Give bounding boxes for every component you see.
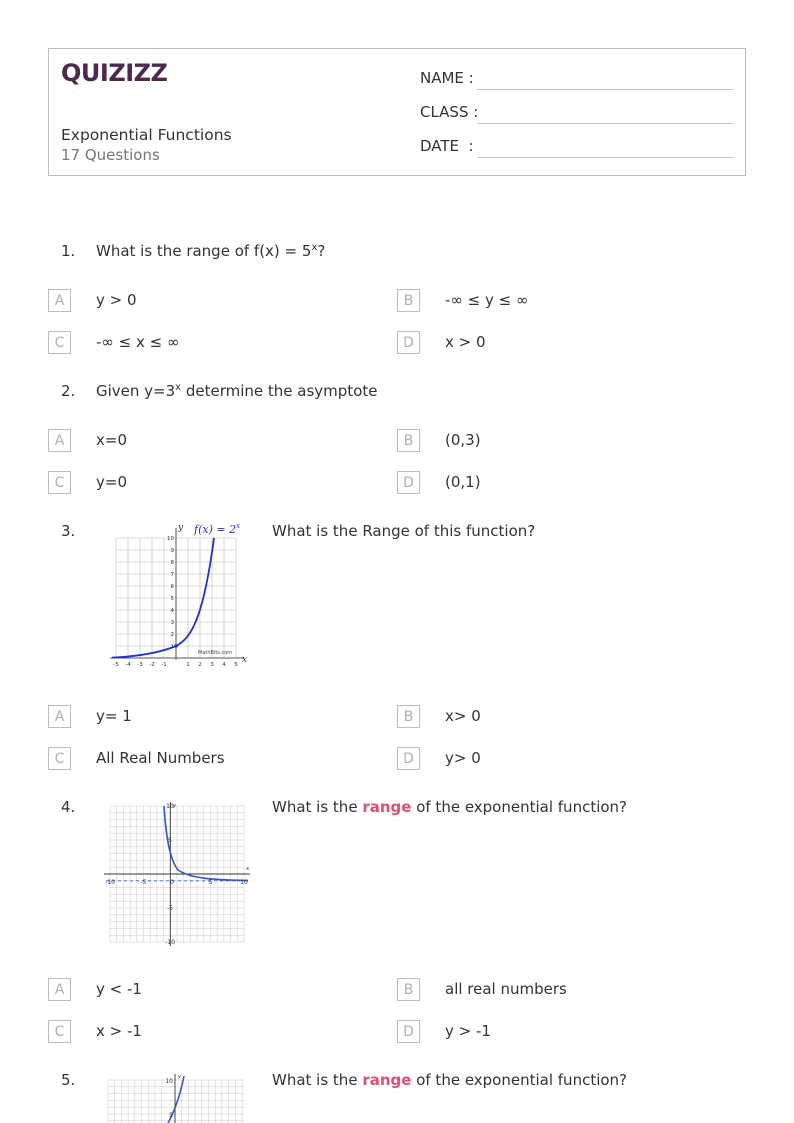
class-line bbox=[477, 123, 734, 124]
graph-watermark: MathBits.com bbox=[198, 650, 233, 656]
question-text bbox=[96, 382, 377, 400]
x-tick-label: -5 bbox=[113, 662, 119, 668]
y-tick-label: 10 bbox=[165, 1078, 173, 1085]
option-text: y > 0 bbox=[96, 291, 137, 309]
x-tick-label: -3 bbox=[137, 662, 143, 668]
question-text bbox=[96, 242, 325, 260]
x-tick-label: 3 bbox=[210, 662, 214, 668]
option-text: All Real Numbers bbox=[96, 749, 225, 767]
exponential-graph-growth bbox=[104, 1072, 248, 1123]
option-letter-box[interactable]: A bbox=[48, 429, 71, 452]
question-text-part: What is the bbox=[272, 798, 363, 816]
name-field bbox=[420, 69, 734, 95]
x-tick-label: 4 bbox=[222, 662, 226, 668]
y-tick-label: 5 bbox=[170, 596, 174, 602]
x-tick-label: 1 bbox=[186, 662, 190, 668]
question-number: 5. bbox=[61, 1071, 76, 1089]
option-letter-box[interactable]: A bbox=[48, 705, 71, 728]
exponential-graph-decay bbox=[100, 798, 256, 948]
question-exponent: x bbox=[311, 242, 318, 253]
option-text: all real numbers bbox=[445, 980, 567, 998]
x-tick-label: -10 bbox=[105, 879, 115, 886]
x-tick-label: -1 bbox=[161, 662, 167, 668]
graph-y-axis-label: y bbox=[178, 523, 184, 533]
y-tick-label: 3 bbox=[170, 620, 174, 626]
quizizz-logo: QUIZIZZ bbox=[61, 59, 168, 87]
graph-y-axis-label: y bbox=[173, 803, 177, 809]
option-text: y < -1 bbox=[96, 980, 142, 998]
function-label: f(x) = 2 bbox=[194, 523, 237, 536]
option-letter-box[interactable]: B bbox=[397, 705, 420, 728]
date-line bbox=[477, 157, 734, 158]
option-letter-box[interactable]: C bbox=[48, 747, 71, 770]
highlighted-keyword: range bbox=[362, 1071, 412, 1089]
option-letter-box[interactable]: B bbox=[397, 289, 420, 312]
option-letter-box[interactable]: B bbox=[397, 978, 420, 1001]
question-text-part: ? bbox=[317, 242, 326, 260]
name-line bbox=[477, 89, 734, 90]
question-exponent: x bbox=[175, 382, 182, 393]
y-tick-label: 9 bbox=[170, 548, 174, 554]
question-text-part: What is the bbox=[272, 1071, 363, 1089]
y-tick-label: 10 bbox=[167, 536, 174, 542]
y-tick-label: 7 bbox=[170, 572, 174, 578]
option-letter-box[interactable]: A bbox=[48, 289, 71, 312]
x-tick-label: -4 bbox=[125, 662, 131, 668]
option-letter-box[interactable]: D bbox=[397, 331, 420, 354]
question-text-part: What is the range of f(x) = 5 bbox=[96, 242, 312, 260]
option-text: x > 0 bbox=[445, 333, 486, 351]
option-text: x=0 bbox=[96, 431, 127, 449]
y-tick-label: 4 bbox=[170, 608, 174, 614]
option-letter-box[interactable]: C bbox=[48, 1020, 71, 1043]
date-label: DATE : bbox=[420, 137, 474, 155]
y-tick-label: 6 bbox=[170, 584, 174, 590]
question-number: 3. bbox=[61, 522, 76, 540]
question-text bbox=[272, 1071, 627, 1089]
option-text: x> 0 bbox=[445, 707, 481, 725]
option-letter-box[interactable]: A bbox=[48, 978, 71, 1001]
date-field bbox=[420, 137, 734, 163]
option-text: y > -1 bbox=[445, 1022, 491, 1040]
question-text bbox=[272, 798, 627, 816]
option-text: (0,1) bbox=[445, 473, 481, 491]
y-tick-label: 1 bbox=[170, 644, 174, 650]
x-tick-label: 5 bbox=[234, 662, 238, 668]
x-tick-label: -2 bbox=[149, 662, 155, 668]
worksheet-title: Exponential Functions bbox=[61, 126, 232, 144]
graph-x-axis-label: x bbox=[246, 866, 250, 872]
y-tick-label: -5 bbox=[167, 905, 173, 912]
option-text: (0,3) bbox=[445, 431, 481, 449]
question-number: 2. bbox=[61, 382, 76, 400]
question-text-part: Given y=3 bbox=[96, 382, 176, 400]
class-field bbox=[420, 103, 734, 129]
option-text: y=0 bbox=[96, 473, 127, 491]
graph-x-axis-label: x bbox=[242, 655, 248, 665]
y-tick-label: 2 bbox=[170, 632, 174, 638]
question-count: 17 Questions bbox=[61, 146, 160, 164]
class-label: CLASS : bbox=[420, 103, 479, 121]
x-tick-label: -5 bbox=[140, 879, 147, 886]
option-letter-box[interactable]: D bbox=[397, 471, 420, 494]
graph-y-axis-label: y bbox=[178, 1074, 182, 1080]
y-tick-label: 5 bbox=[168, 837, 172, 844]
option-text: -∞ ≤ x ≤ ∞ bbox=[96, 333, 180, 351]
y-tick-label: 10 bbox=[166, 803, 174, 810]
question-text: What is the Range of this function? bbox=[272, 522, 536, 540]
y-tick-label: 5 bbox=[169, 1112, 173, 1119]
option-text: x > -1 bbox=[96, 1022, 142, 1040]
question-text-part: of the exponential function? bbox=[411, 1071, 628, 1089]
option-letter-box[interactable]: C bbox=[48, 331, 71, 354]
option-letter-box[interactable]: B bbox=[397, 429, 420, 452]
option-letter-box[interactable]: D bbox=[397, 1020, 420, 1043]
highlighted-keyword: range bbox=[362, 798, 412, 816]
question-number: 1. bbox=[61, 242, 76, 260]
option-text: y> 0 bbox=[445, 749, 481, 767]
question-text-part: determine the asymptote bbox=[181, 382, 378, 400]
worksheet-header bbox=[48, 48, 746, 176]
name-label: NAME : bbox=[420, 69, 474, 87]
exponential-graph-2x bbox=[106, 520, 252, 670]
option-letter-box[interactable]: C bbox=[48, 471, 71, 494]
x-tick-label: 10 bbox=[240, 879, 248, 886]
question-number: 4. bbox=[61, 798, 76, 816]
option-letter-box[interactable]: D bbox=[397, 747, 420, 770]
x-tick-label: 0 bbox=[170, 879, 174, 886]
option-text: y= 1 bbox=[96, 707, 132, 725]
y-tick-label: -10 bbox=[165, 939, 175, 946]
function-label-exponent: x bbox=[236, 522, 240, 530]
x-tick-label: 2 bbox=[198, 662, 202, 668]
option-text: -∞ ≤ y ≤ ∞ bbox=[445, 291, 529, 309]
x-tick-label: 5 bbox=[208, 879, 213, 886]
question-text-part: of the exponential function? bbox=[411, 798, 628, 816]
y-tick-label: 8 bbox=[170, 560, 174, 566]
